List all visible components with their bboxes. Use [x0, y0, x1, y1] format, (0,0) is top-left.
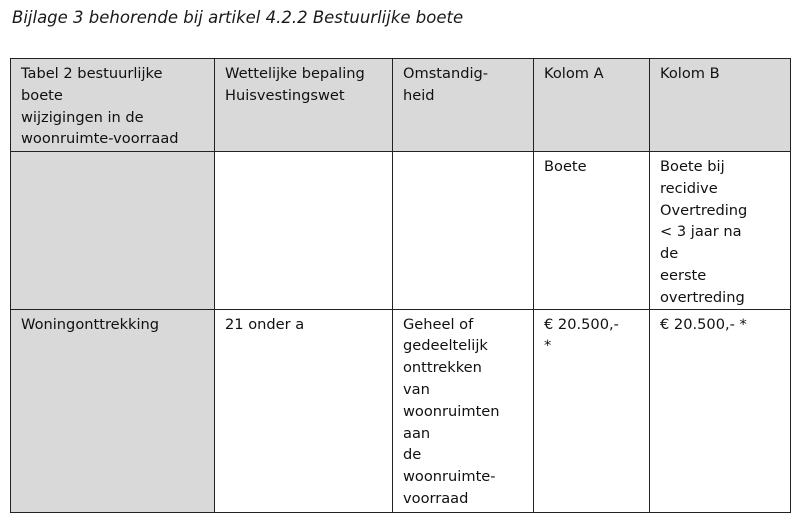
- table-row: [11, 309, 791, 512]
- table-subheader-row: [11, 152, 791, 310]
- cell-line: woonruimten: [403, 402, 500, 420]
- cell-line: Boete: [544, 158, 587, 175]
- row-cell-legal-provision: [215, 309, 393, 512]
- row-cell-kolom-a: [534, 309, 650, 512]
- subheader-cell-legal-provision: [215, 152, 393, 310]
- header-cell-kolom-b: [650, 59, 791, 152]
- table-header-row: [11, 59, 791, 152]
- cell-line: heid: [403, 86, 435, 104]
- row-cell-category: [11, 309, 215, 512]
- cell-line: wijzigingen in de: [21, 108, 144, 126]
- cell-line: boete: [21, 86, 63, 104]
- subheader-cell-category: [11, 152, 215, 310]
- cell-line: € 20.500,-: [544, 315, 619, 333]
- cell-line: recidive: [660, 179, 718, 197]
- cell-line: Kolom A: [544, 65, 604, 82]
- header-cell-circumstance: [393, 59, 534, 152]
- cell-line: gedeeltelijk: [403, 337, 488, 355]
- cell-line: van: [403, 380, 430, 398]
- cell-line: de: [660, 245, 679, 263]
- cell-line: Wettelijke bepaling: [225, 65, 365, 82]
- subheader-cell-kolom-b: [650, 152, 791, 310]
- header-cell-legal-provision: [215, 59, 393, 152]
- row-cell-circumstance: [393, 309, 534, 512]
- cell-line: € 20.500,- *: [660, 315, 747, 333]
- cell-line: Woningonttrekking: [21, 315, 160, 333]
- cell-line: aan: [403, 424, 431, 442]
- subheader-cell-circumstance: [393, 152, 534, 310]
- cell-line: Omstandig-: [403, 65, 489, 82]
- header-cell-category: [11, 59, 215, 152]
- fine-table: [10, 58, 791, 513]
- subheader-cell-kolom-a: [534, 152, 650, 310]
- cell-line: Kolom B: [660, 65, 720, 82]
- cell-line: voorraad: [403, 489, 469, 507]
- cell-line: Tabel 2 bestuurlijke: [21, 65, 163, 82]
- cell-line: *: [544, 337, 552, 355]
- cell-line: 21 onder a: [225, 315, 305, 333]
- cell-line: woonruimte-voorraad: [21, 130, 179, 148]
- cell-line: eerste: [660, 266, 707, 284]
- header-cell-kolom-a: [534, 59, 650, 152]
- cell-line: de: [403, 446, 422, 464]
- appendix-heading: Bijlage 3 behorende bij artikel 4.2.2 Bestuurlijke boete: [12, 8, 464, 27]
- cell-line: onttrekken: [403, 359, 482, 377]
- cell-line: woonruimte-: [403, 468, 496, 486]
- cell-line: overtreding: [660, 288, 745, 306]
- cell-line: Overtreding: [660, 201, 748, 219]
- cell-line: < 3 jaar na: [660, 223, 742, 241]
- cell-line: Geheel of: [403, 315, 474, 333]
- cell-line: Huisvestingswet: [225, 86, 345, 104]
- row-cell-kolom-b: [650, 309, 791, 512]
- cell-line: Boete bij: [660, 158, 725, 175]
